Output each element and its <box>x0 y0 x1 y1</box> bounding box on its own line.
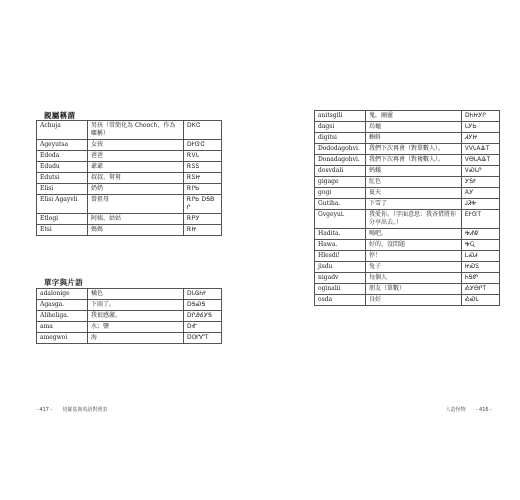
chinese-translation: 阿姨、姑姑 <box>88 214 184 225</box>
table-row <box>315 262 500 273</box>
chinese-translation: 爸爸 <box>88 151 184 162</box>
cherokee-term: Dododagohvi. <box>315 144 366 155</box>
chinese-translation: 紅色 <box>366 177 462 188</box>
cherokee-term: Elisi <box>37 184 88 195</box>
cherokee-term: dagsi <box>315 122 366 133</box>
table-row <box>315 155 500 166</box>
cherokee-term: dosvdali <box>315 166 366 177</box>
chinese-translation: 叔叔、舅舅 <box>88 173 184 184</box>
chinese-translation: 我愛你。（字面意思：我吝惜將你分享出去。） <box>366 210 462 229</box>
table-row <box>37 333 222 344</box>
chinese-translation: 爺爺 <box>88 162 184 173</box>
chinese-translation: 媽媽 <box>88 225 184 236</box>
cherokee-term: Aliheliga. <box>37 311 88 322</box>
chinese-translation: 我們下次再會（對單數人）。 <box>366 144 462 155</box>
syllabary-text: ᎣᎩᎾᎵᎢ <box>462 284 500 295</box>
chinese-translation: 男孩（常簡化為 Chooch，作為暱稱） <box>88 121 184 140</box>
cherokee-term: oginalii <box>315 284 366 295</box>
right-page-footer: 人造怪物 - 416 - <box>445 407 492 413</box>
syllabary-text: ᎬᎨᏳᎢ <box>462 210 500 229</box>
table-row <box>37 300 222 311</box>
cherokee-term: Etsi <box>37 225 88 236</box>
table-row <box>315 273 500 284</box>
table-row <box>37 322 222 333</box>
table-row <box>315 166 500 177</box>
table-row <box>37 311 222 322</box>
syllabary-text: DᎨᏳᏣ <box>184 140 222 151</box>
table-row <box>315 122 500 133</box>
chinese-translation: 水；鹽 <box>88 322 184 333</box>
syllabary-text: ᎣᏍᏓ <box>462 295 500 306</box>
syllabary-text: ᎭᏗᏔ <box>462 229 500 240</box>
cherokee-term: Achuja <box>37 121 88 140</box>
cherokee-term: Edudu <box>37 162 88 173</box>
table-row <box>37 151 222 162</box>
syllabary-text: ᏞᏍᏗ <box>462 251 500 262</box>
table-row <box>315 295 500 306</box>
cherokee-term: Hlesdi! <box>315 251 366 262</box>
syllabary-text: ᎡᏚᏚ <box>184 162 222 173</box>
cherokee-term: Agasga. <box>37 300 88 311</box>
table-row <box>37 289 222 300</box>
chinese-translation: 停！ <box>366 251 462 262</box>
cherokee-term: Hadita. <box>315 229 366 240</box>
kinship-table <box>36 120 222 236</box>
table-row <box>37 184 222 195</box>
chinese-translation: 喝吧。 <box>366 229 462 240</box>
syllabary-text: DᎺᏉᎢ <box>184 333 222 344</box>
syllabary-text: DᎦᏍᎦ <box>184 300 222 311</box>
cherokee-term: gigage <box>315 177 366 188</box>
table-row <box>37 140 222 151</box>
chinese-translation: 奶奶 <box>88 184 184 195</box>
cherokee-term: adalonige <box>37 289 88 300</box>
cherokee-term: jisdu <box>315 262 366 273</box>
chinese-translation: 朋友（單數） <box>366 284 462 295</box>
table-row <box>37 195 222 214</box>
table-row <box>315 111 500 122</box>
cherokee-term: Elisi Agayvli <box>37 195 88 214</box>
table-row <box>315 144 500 155</box>
cherokee-term: Hawa. <box>315 240 366 251</box>
table-row <box>315 284 500 295</box>
chinese-translation: 良好 <box>366 295 462 306</box>
syllabary-text: ᏂᎦᏛ <box>462 273 500 284</box>
phrases-section-title: 單字與片語 <box>44 278 83 287</box>
table-row <box>315 188 500 199</box>
syllabary-text: ᎡᏚᏥ <box>184 173 222 184</box>
cherokee-term: Ageyutsa <box>37 140 88 151</box>
syllabary-text: DᎹ <box>184 322 222 333</box>
syllabary-text: ᎡᎵᏏ DᎦᏴᎵ <box>184 195 222 214</box>
cherokee-term: digitsi <box>315 133 366 144</box>
table-row <box>315 251 500 262</box>
cherokee-term: Gutiha. <box>315 199 366 210</box>
syllabary-text: ᎩᎦᎨ <box>462 177 500 188</box>
syllabary-text: DᎵᎯᎴᎩᎦ <box>184 311 222 322</box>
syllabary-text: ᎪᎩ <box>462 188 500 199</box>
chinese-translation: 橘色 <box>88 289 184 300</box>
chinese-translation: 我很感激。 <box>88 311 184 322</box>
chinese-translation: 我們下次再會（對複數人）。 <box>366 155 462 166</box>
table-row <box>37 173 222 184</box>
table-row <box>37 121 222 140</box>
cherokee-term: Gvgeyui. <box>315 210 366 229</box>
chinese-translation: 海 <box>88 333 184 344</box>
table-row <box>37 214 222 225</box>
cherokee-term: ama <box>37 322 88 333</box>
table-row <box>37 225 222 236</box>
syllabary-text: ᏓᎩᏏ <box>462 122 500 133</box>
syllabary-text: ᏙᎾᏓᎪᎲᎢ <box>462 155 500 166</box>
syllabary-text: ᎡᏢᎩ <box>184 214 222 225</box>
chinese-translation: 烏龜 <box>366 122 462 133</box>
chinese-translation: 下雨了。 <box>88 300 184 311</box>
cherokee-term: osda <box>315 295 366 306</box>
chinese-translation: 每個人 <box>366 273 462 284</box>
chinese-translation: 好的，沒問題 <box>366 240 462 251</box>
chinese-translation: 蝌蚪 <box>366 133 462 144</box>
syllabary-text: ᎡᏥ <box>184 225 222 236</box>
chinese-translation: 鬼，幽靈 <box>366 111 462 122</box>
syllabary-text: ᏗᎩᏥ <box>462 133 500 144</box>
table-row <box>315 229 500 240</box>
cherokee-term: Edoda <box>37 151 88 162</box>
table-row <box>37 162 222 173</box>
phrases-table <box>36 288 222 344</box>
syllabary-text: DᏦᏣ <box>184 121 222 140</box>
chinese-translation: 女孩 <box>88 140 184 151</box>
cherokee-term: anitsgili <box>315 111 366 122</box>
cherokee-term: gogi <box>315 188 366 199</box>
table-row <box>315 210 500 229</box>
cherokee-term: nigadv <box>315 273 366 284</box>
syllabary-text: ᎭᏩ <box>462 240 500 251</box>
chinese-translation: 曾祖母 <box>88 195 184 214</box>
left-page-footer: - 417 - 切羅基與英語對照表 <box>36 407 108 413</box>
syllabary-text: DᏓᎶᏂᎨ <box>184 289 222 300</box>
cherokee-term: Edutsi <box>37 173 88 184</box>
syllabary-text: ᏙᏍᏓᎵ <box>462 166 500 177</box>
syllabary-text: DᏂᏥᎩᎵ <box>462 111 500 122</box>
syllabary-text: ᎡᎵᏏ <box>184 184 222 195</box>
right-page <box>260 0 520 500</box>
chinese-translation: 夏天 <box>366 188 462 199</box>
cherokee-term: amegwoi <box>37 333 88 344</box>
table-row <box>315 133 500 144</box>
vocab-table-continued <box>314 110 500 306</box>
cherokee-term: Etlogi <box>37 214 88 225</box>
syllabary-text: ᎫᏘᎭ <box>462 199 500 210</box>
table-row <box>315 240 500 251</box>
syllabary-text: ᎡᏙᏓ <box>184 151 222 162</box>
chinese-translation: 下雪了 <box>366 199 462 210</box>
chinese-translation: 蚂蟻 <box>366 166 462 177</box>
syllabary-text: ᏙᏙᏓᎪᎲᎢ <box>462 144 500 155</box>
chinese-translation: 兔子 <box>366 262 462 273</box>
kinship-section-title: 親屬稱謂 <box>44 111 76 120</box>
table-row <box>315 199 500 210</box>
syllabary-text: ᏥᏍᏚ <box>462 262 500 273</box>
cherokee-term: Donadagohvi. <box>315 155 366 166</box>
table-row <box>315 177 500 188</box>
